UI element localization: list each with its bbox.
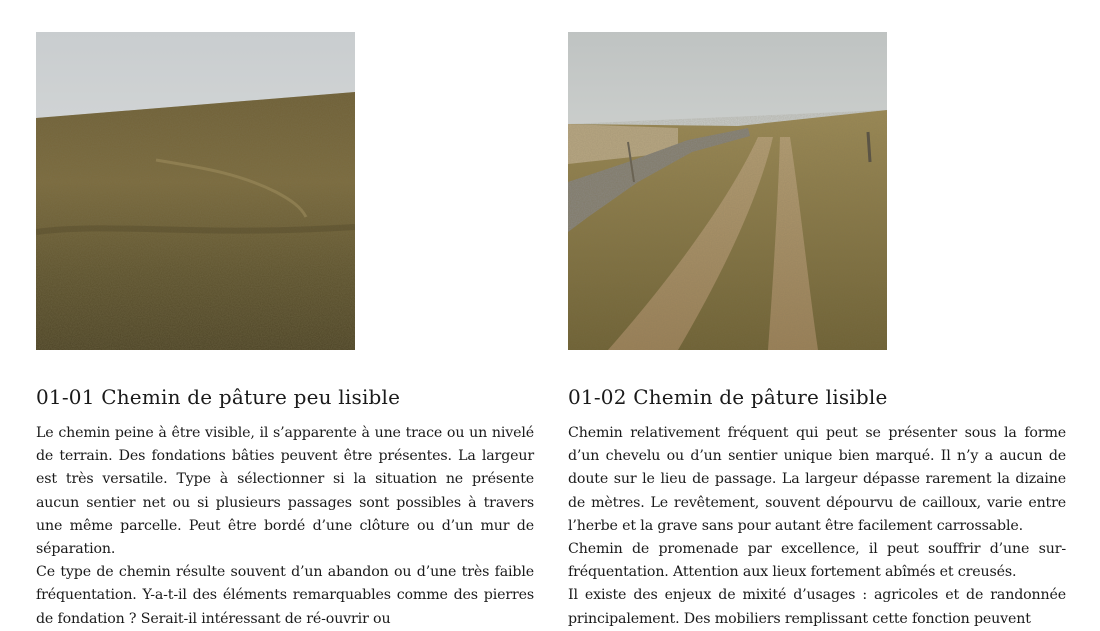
- pasture-image: [36, 32, 355, 350]
- section-title-01-01: 01-01 Chemin de pâture peu lisible: [36, 385, 401, 409]
- paragraph: Il existe des enjeux de mixité d’usages : agricoles et de randonnée principalement. Des mobiliers remplissant cette fonction peuvent: [568, 587, 1066, 627]
- paragraph: Chemin de promenade par excellence, il peut souffrir d’une sur-fréquentation. Attention aux lieux fortement abîmés et creusés.: [568, 541, 1066, 581]
- photo-pasture-faint-path: [36, 32, 355, 350]
- paragraph: Le chemin peine à être visible, il s’apparente à une trace ou un nivelé de terrain. Des fondations bâties peuvent être présentes. La largeur est très versatile. Type à sélectionner si la situation ne présente aucun sentier net ou si plusieurs passages sont possibles à travers une même parcelle. Peut être bordé d’une clôture ou d’un mur de séparation.: [36, 425, 534, 558]
- photo-pasture-clear-path: [568, 32, 887, 350]
- paragraph: Ce type de chemin résulte souvent d’un abandon ou d’une très faible fréquentation. Y-a-t-il des éléments remarquables comme des pierres de fondation ? Serait-il intéressant de ré-ouvrir ou: [36, 564, 534, 627]
- dirt-track-image: [568, 32, 887, 350]
- section-description-01-01: [36, 422, 534, 631]
- right-column: [568, 32, 1066, 631]
- paragraph: Chemin relativement fréquent qui peut se présenter sous la forme d’un chevelu ou d’un sentier unique bien marqué. Il n’y a aucun de doute sur le lieu de passage. La largeur dépasse rarement la dizaine de mètres. Le revêtement, souvent dépourvu de cailloux, varie entre l’herbe et la grave sans pour autant être facilement carrossable.: [568, 425, 1066, 534]
- section-title-01-02: 01-02 Chemin de pâture lisible: [568, 385, 888, 409]
- section-description-01-02: [568, 422, 1066, 631]
- left-column: [36, 32, 534, 631]
